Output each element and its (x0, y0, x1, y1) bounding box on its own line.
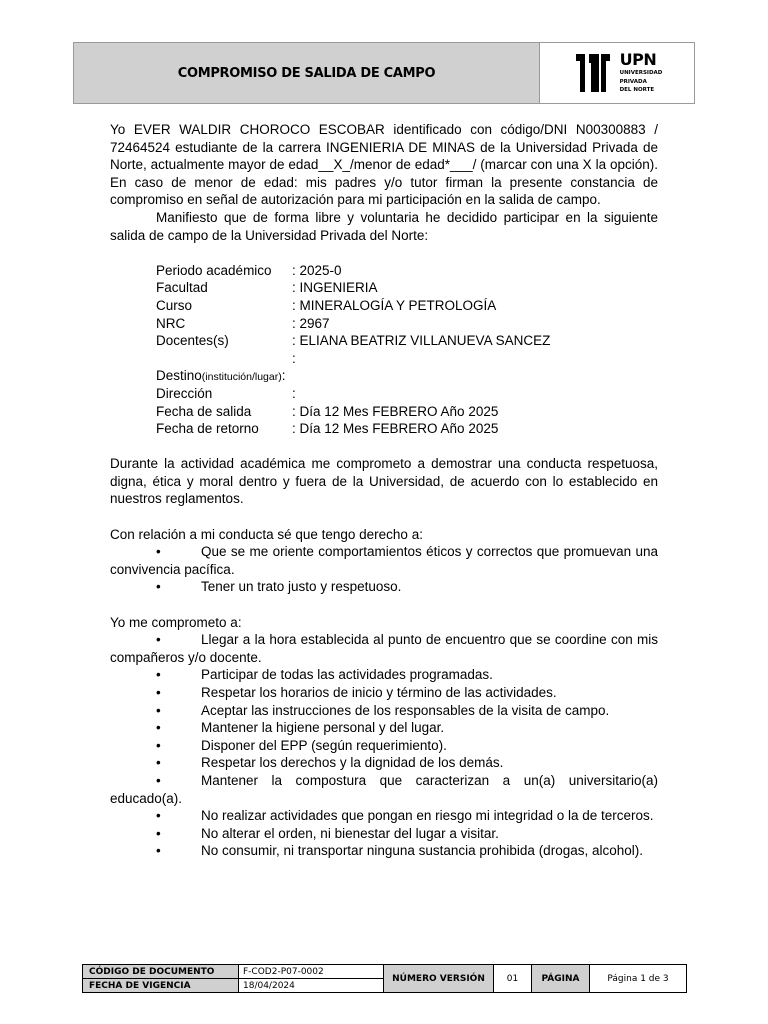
footer-row-code (83, 965, 383, 979)
field-label (156, 350, 292, 368)
upn-logo-icon (572, 51, 614, 95)
field-label: Curso (156, 297, 193, 313)
footer-row-date (83, 979, 383, 992)
field-row (156, 385, 658, 403)
bullet-icon: • (156, 843, 161, 859)
bullet-icon: • (156, 632, 161, 648)
doc-code-value: F-COD2-P07-0002 (243, 966, 324, 977)
commitments-heading: Yo me comprometo a: (110, 614, 242, 630)
list-item: • Que se me oriente comportamientos éticos y correctos que promuevan una convivencia pacífica. (110, 544, 658, 577)
field-row (156, 403, 658, 421)
field-value: : (292, 385, 296, 401)
field-label: NRC (156, 315, 186, 331)
field-label: Dirección (156, 385, 213, 401)
bullet-icon: • (156, 755, 161, 771)
field-row-destino (156, 367, 658, 385)
header-logo-cell (540, 43, 694, 103)
field-label: Fecha de salida (156, 403, 252, 419)
version-value: 01 (494, 965, 532, 992)
field-row (156, 315, 658, 333)
footer-left (83, 965, 384, 992)
document-footer (82, 964, 687, 993)
field-row (156, 332, 658, 350)
bullet-icon: • (156, 685, 161, 700)
field-value: : 2967 (292, 315, 330, 331)
field-row (156, 279, 658, 297)
list-item: • No consumir, ni transportar ninguna sustancia prohibida (drogas, alcohol). (156, 843, 643, 859)
field-row (156, 262, 658, 280)
list-item: • Aceptar las instrucciones de los responsables de la visita de campo. (156, 702, 610, 718)
manifest-paragraph: Manifiesto que de forma libre y voluntaria he decidido participar en la siguiente salida de campo de la Universidad Privada del Norte: (110, 209, 658, 243)
rights-heading: Con relación a mi conducta sé que tengo derecho a: (110, 526, 423, 542)
bullet-icon: • (156, 667, 161, 683)
field-value: : Día 12 Mes FEBRERO Año 2025 (292, 421, 499, 437)
field-row (156, 297, 658, 315)
bullet-icon: • (156, 808, 161, 824)
bullet-icon: • (156, 544, 161, 560)
bullet-icon: • (156, 579, 161, 595)
logo-line-1: UNIVERSIDAD (619, 70, 663, 77)
list-item: • Respetar los derechos y la dignidad de los demás. (156, 755, 504, 771)
intro-paragraph: Yo EVER WALDIR CHOROCO ESCOBAR identificado con código/DNI N00300883 / 72464524 estudiante de la carrera INGENIERIA DE MINAS de la Universidad Privada de Norte, actualmente mayor de edad__X_/menor de edad*___/ (marcar con una X la opción). En caso de menor de edad: mis padres y/o tutor firman la presente constancia de compromiso en señal de autorización para mi participación en la salida de campo. (110, 122, 658, 208)
field-row (156, 350, 658, 368)
list-item: • No realizar actividades que pongan en riesgo mi integridad o la de terceros. (156, 808, 654, 824)
list-item: • No alterar el orden, ni bienestar del lugar a visitar. (156, 825, 499, 841)
list-item: • Respetar los horarios de inicio y término de las actividades. (156, 685, 557, 700)
document-title: COMPROMISO DE SALIDA DE CAMPO (177, 65, 436, 81)
header-title-cell (74, 43, 540, 103)
upn-logo-text (620, 52, 663, 93)
document-body (110, 121, 658, 860)
doc-code-label: CÓDIGO DE DOCUMENTO (83, 965, 239, 978)
conduct-paragraph: Durante la actividad académica me comprometo a demostrar una conducta respetuosa, digna, ética y moral dentro y fuera de la Universidad, de acuerdo con lo establecido en nuestros reglamentos. (110, 456, 658, 507)
field-label: Docentes(s) (156, 333, 229, 349)
date-label: FECHA DE VIGENCIA (83, 979, 239, 992)
field-label: Periodo académico (156, 262, 272, 278)
bullet-icon: • (156, 772, 161, 788)
list-item: • Mantener la higiene personal y del lugar. (156, 720, 445, 736)
bullet-icon: • (156, 702, 161, 718)
trip-fields (156, 262, 658, 438)
field-value: : ELIANA BEATRIZ VILLANUEVA SANCEZ (292, 333, 551, 349)
field-value: : MINERALOGÍA Y PETROLOGÍA (292, 297, 497, 313)
list-item: • Tener un trato justo y respetuoso. (156, 579, 402, 595)
page-value: Página 1 de 3 (607, 973, 669, 984)
field-label: Destino(institución/lugar): (156, 368, 286, 384)
list-item: • Mantener la compostura que caracterizan a un(a) universitario(a) educado(a). (110, 772, 658, 806)
field-value: : INGENIERIA (292, 280, 378, 296)
field-value: : 2025-0 (292, 262, 342, 278)
list-item: • Disponer del EPP (según requerimiento). (156, 737, 447, 753)
logo-line-2: PRIVADA (619, 78, 647, 85)
page-label: PÁGINA (532, 965, 590, 992)
bullet-icon: • (156, 825, 161, 841)
bullet-icon: • (156, 720, 161, 736)
date-value: 18/04/2024 (243, 980, 295, 991)
logo-upn-name: UPN (619, 50, 657, 70)
document-header (73, 42, 695, 104)
field-value: : Día 12 Mes FEBRERO Año 2025 (292, 403, 499, 419)
bullet-icon: • (156, 737, 161, 753)
field-row (156, 420, 658, 438)
field-value: : (292, 350, 296, 366)
upn-logo (572, 51, 663, 95)
version-label: NÚMERO VERSIÓN (384, 965, 494, 992)
field-label: Fecha de retorno (156, 421, 259, 437)
logo-line-3: DEL NORTE (619, 87, 655, 94)
list-item: • Llegar a la hora establecida al punto de encuentro que se coordine con mis compañeros y/o docente. (110, 632, 658, 665)
field-label: Facultad (156, 280, 208, 296)
list-item: • Participar de todas las actividades programadas. (156, 667, 493, 683)
